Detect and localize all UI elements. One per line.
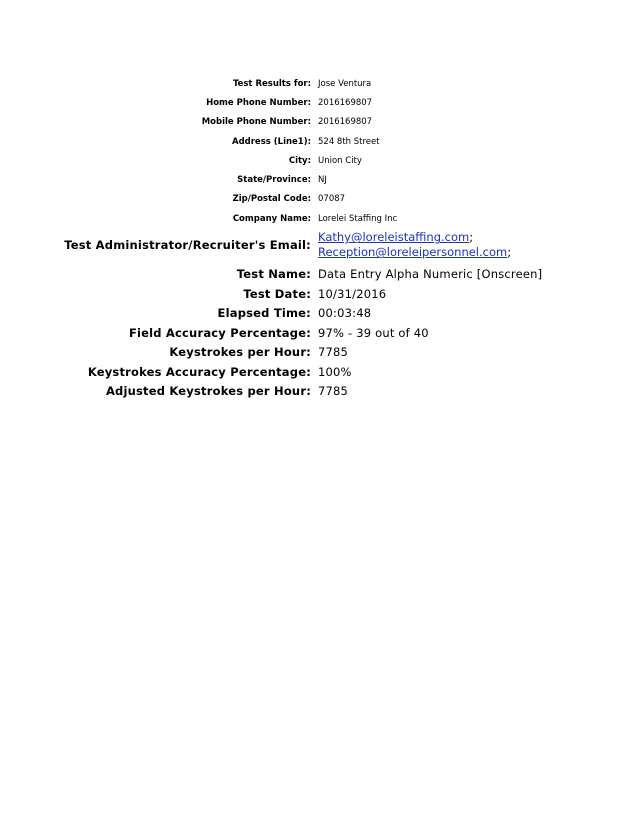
field-accuracy-row [0, 323, 638, 343]
test-results-report [0, 74, 638, 401]
city-value: Union City [318, 155, 362, 166]
keystrokes-accuracy-value: 100% [318, 364, 352, 379]
elapsed-time-label: Elapsed Time: [217, 306, 311, 321]
city-row [0, 151, 638, 170]
zip-value: 07087 [318, 194, 346, 205]
company-value: Lorelei Staffing Inc [318, 213, 398, 224]
adjusted-keystrokes-row [0, 381, 638, 401]
admin-email-label: Test Administrator/Recruiter's Email: [64, 238, 311, 253]
company-label: Company Name: [232, 213, 311, 224]
address-row [0, 132, 638, 151]
adjusted-keystrokes-label: Adjusted Keystrokes per Hour: [105, 384, 311, 399]
admin-email-line-2 [318, 245, 638, 260]
admin-email-list [318, 230, 638, 260]
keystrokes-accuracy-label: Keystrokes Accuracy Percentage: [87, 364, 311, 379]
admin-email-row [0, 229, 638, 261]
state-value: NJ [318, 175, 327, 186]
test-results-for-row [0, 74, 638, 93]
home-phone-row [0, 93, 638, 112]
zip-label: Zip/Postal Code: [232, 194, 311, 205]
test-name-value: Data Entry Alpha Numeric [Onscreen] [318, 267, 543, 282]
field-accuracy-value: 97% - 39 out of 40 [318, 325, 429, 340]
admin-email-link-2[interactable]: Reception@loreleipersonnel.com [318, 245, 508, 260]
home-phone-value: 2016169807 [318, 97, 373, 108]
address-value: 524 8th Street [318, 136, 380, 147]
home-phone-label: Home Phone Number: [206, 97, 311, 108]
zip-row [0, 190, 638, 209]
admin-email-link-1[interactable]: Kathy@loreleistaffing.com [318, 230, 470, 245]
keystrokes-per-hour-row [0, 342, 638, 362]
adjusted-keystrokes-value: 7785 [318, 384, 349, 399]
keystrokes-accuracy-row [0, 362, 638, 382]
admin-email-line-1 [318, 230, 638, 245]
city-label: City: [288, 155, 311, 166]
state-row [0, 170, 638, 189]
keystrokes-per-hour-value: 7785 [318, 345, 349, 360]
address-label: Address (Line1): [231, 136, 311, 147]
test-date-value: 10/31/2016 [318, 286, 387, 301]
test-results-for-label: Test Results for: [232, 78, 311, 89]
mobile-phone-value: 2016169807 [318, 117, 373, 128]
mobile-phone-label: Mobile Phone Number: [201, 117, 311, 128]
field-accuracy-label: Field Accuracy Percentage: [128, 325, 311, 340]
email-separator: ; [507, 245, 512, 260]
test-results-for-value: Jose Ventura [318, 78, 372, 89]
test-name-row [0, 264, 638, 284]
elapsed-time-row [0, 303, 638, 323]
keystrokes-per-hour-label: Keystrokes per Hour: [169, 345, 311, 360]
elapsed-time-value: 00:03:48 [318, 306, 372, 321]
test-date-row [0, 284, 638, 304]
test-date-label: Test Date: [243, 286, 311, 301]
company-row [0, 209, 638, 228]
email-separator: ; [469, 230, 474, 245]
state-label: State/Province: [237, 175, 311, 186]
mobile-phone-row [0, 113, 638, 132]
test-name-label: Test Name: [236, 267, 311, 282]
